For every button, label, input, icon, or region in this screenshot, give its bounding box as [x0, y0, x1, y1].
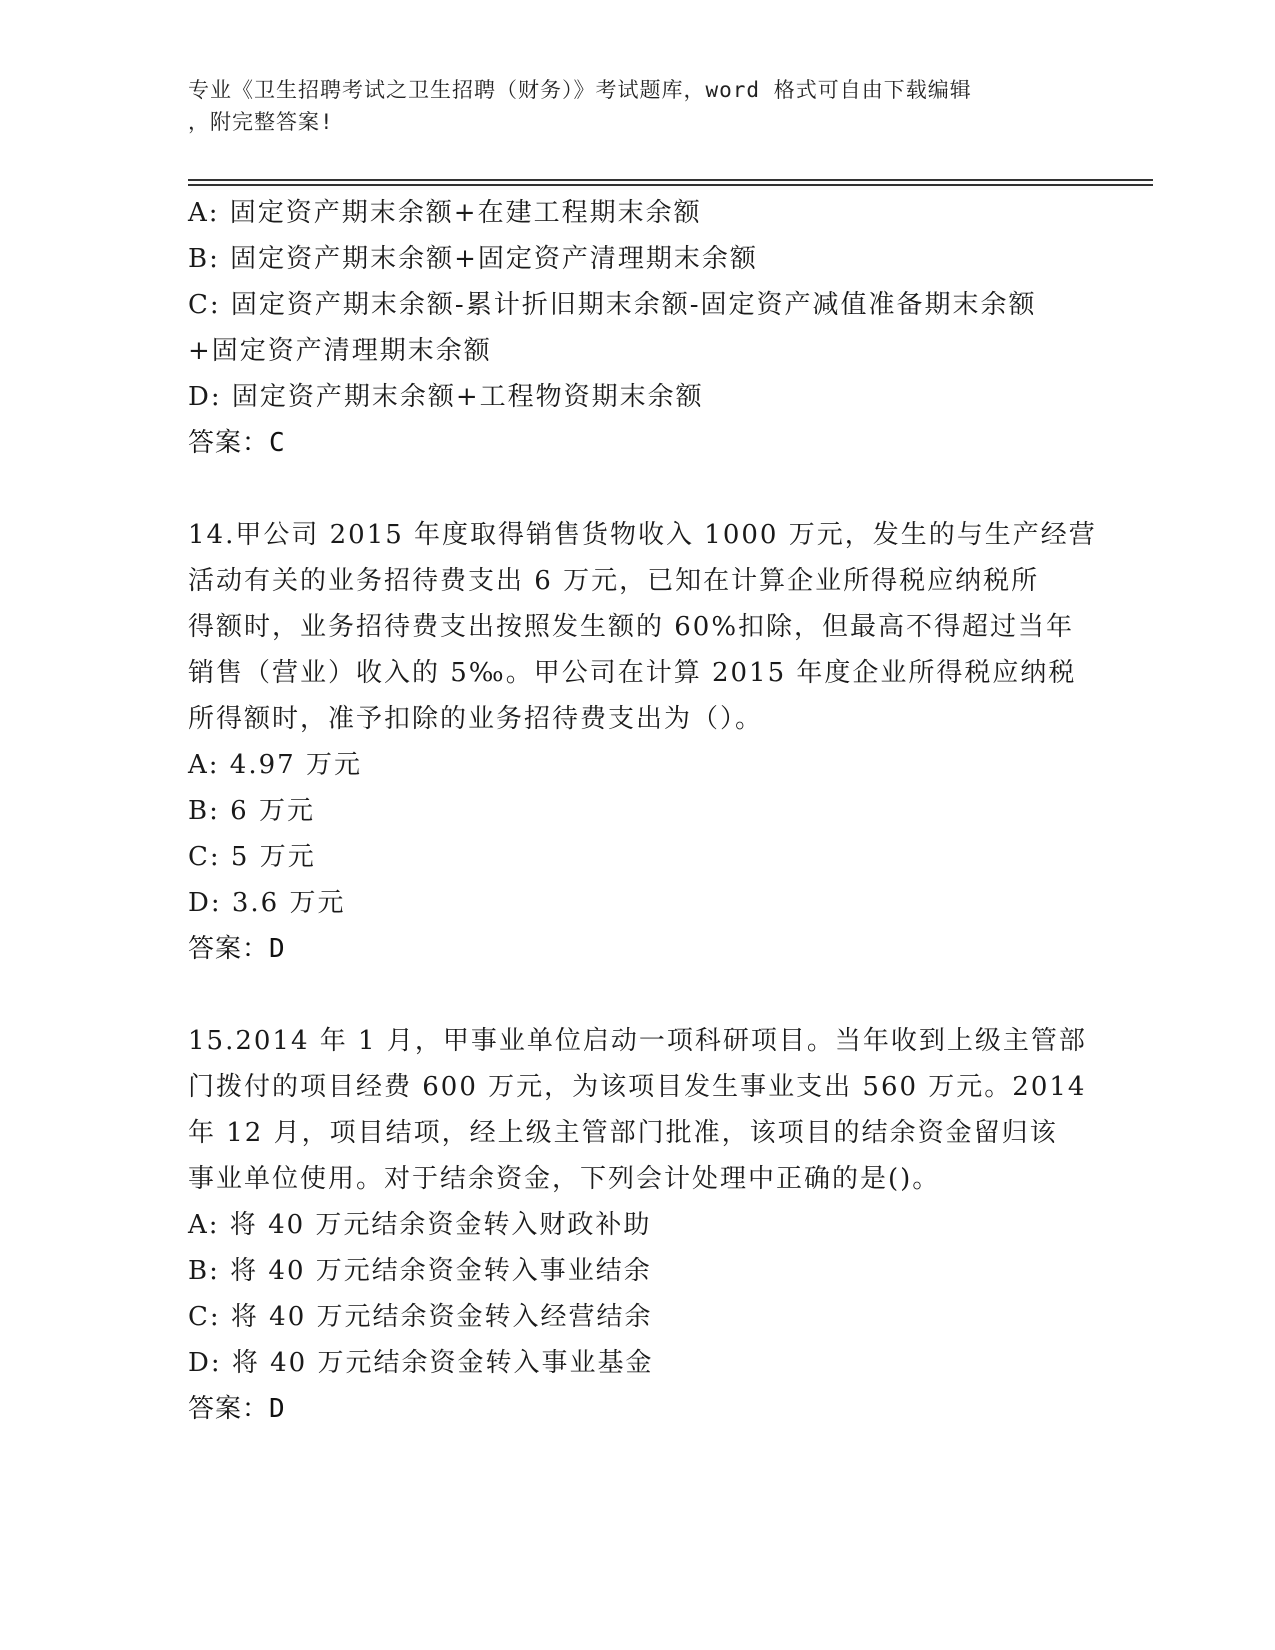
option-c: C: 5 万元: [188, 842, 316, 872]
question-content: [188, 190, 1097, 1432]
answer-line: 答案：D: [188, 934, 286, 964]
option-c-continued: +固定资产清理期末余额: [188, 336, 492, 366]
header-line-1: 专业《卫生招聘考试之卫生招聘（财务）》考试题库，word 格式可自由下载编辑: [188, 78, 972, 102]
option-c: C: 固定资产期末余额-累计折旧期末余额-固定资产减值准备期末余额: [188, 290, 1037, 320]
option-a: A: 固定资产期末余额+在建工程期末余额: [188, 198, 702, 228]
question-stem-line: 销售（营业）收入的 5‰。甲公司在计算 2015 年度企业所得税应纳税: [188, 658, 1077, 688]
header-divider-top: [188, 179, 1153, 181]
question-stem-line: 事业单位使用。对于结余资金，下列会计处理中正确的是()。: [188, 1164, 941, 1194]
question-stem-line: 活动有关的业务招待费支出 6 万元，已知在计算企业所得税应纳税所: [188, 566, 1040, 596]
question-14: [188, 512, 1097, 972]
spacer: [188, 972, 1088, 1018]
question-stem-line: 年 12 月，项目结项，经上级主管部门批准，该项目的结余资金留归该: [188, 1118, 1058, 1148]
option-a: A: 4.97 万元: [188, 750, 362, 780]
option-b: B: 6 万元: [188, 796, 315, 826]
answer-line: 答案：C: [188, 428, 286, 458]
option-a: A: 将 40 万元结余资金转入财政补助: [188, 1210, 652, 1240]
question-stem-line: 所得额时，准予扣除的业务招待费支出为（）。: [188, 704, 764, 734]
header-divider-bottom: [188, 184, 1153, 186]
option-d: D: 将 40 万元结余资金转入事业基金: [188, 1348, 654, 1378]
question-stem-line: 15.2014 年 1 月，甲事业单位启动一项科研项目。当年收到上级主管部: [188, 1026, 1087, 1056]
option-c: C: 将 40 万元结余资金转入经营结余: [188, 1302, 653, 1332]
answer-line: 答案：D: [188, 1394, 286, 1424]
question-15: [188, 1018, 1088, 1432]
option-d: D: 固定资产期末余额+工程物资期末余额: [188, 382, 704, 412]
option-d: D: 3.6 万元: [188, 888, 346, 918]
option-b: B: 固定资产期末余额+固定资产清理期末余额: [188, 244, 758, 274]
question-stem-line: 14.甲公司 2015 年度取得销售货物收入 1000 万元，发生的与生产经营: [188, 520, 1097, 550]
question-stem-line: 得额时，业务招待费支出按照发生额的 60%扣除，但最高不得超过当年: [188, 612, 1075, 642]
document-header: [188, 74, 1088, 138]
header-line-2: ，附完整答案!: [188, 110, 334, 134]
question-13: [188, 190, 1088, 466]
question-stem-line: 门拨付的项目经费 600 万元，为该项目发生事业支出 560 万元。2014: [188, 1072, 1087, 1102]
spacer: [188, 466, 1088, 512]
option-b: B: 将 40 万元结余资金转入事业结余: [188, 1256, 652, 1286]
